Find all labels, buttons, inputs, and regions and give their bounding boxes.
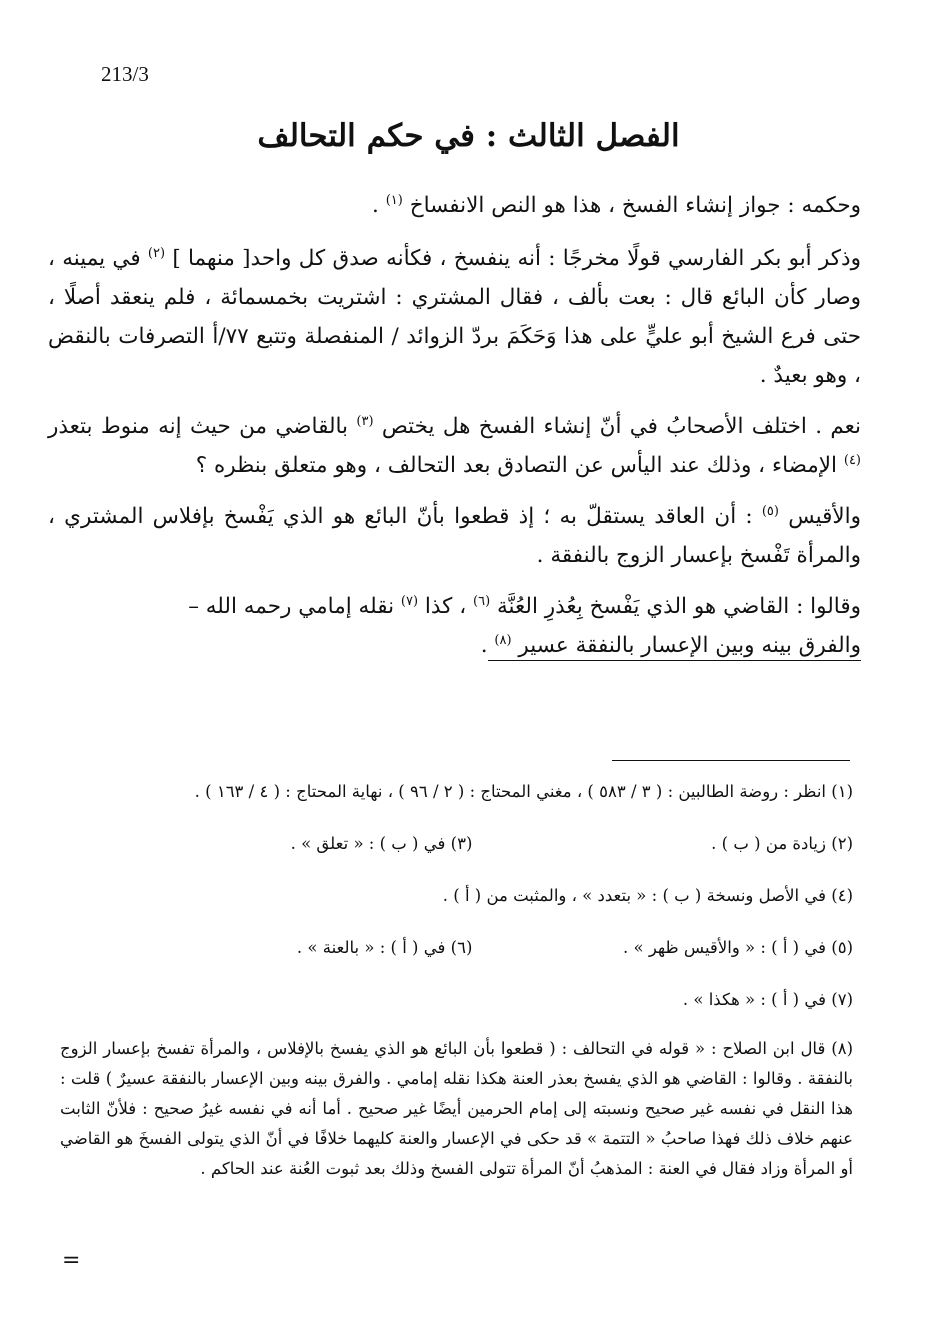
footnote-ref[interactable]: (٨) xyxy=(494,632,512,648)
footnote: (٦) في ( أ ) : « بالعنة » . xyxy=(296,938,473,957)
footnote-row xyxy=(60,832,853,856)
footnote-ref[interactable]: (٤) xyxy=(843,452,861,468)
footnote: (٥) في ( أ ) : « والأقيس ظهر » . xyxy=(623,938,853,957)
footnote-ref[interactable]: (٧) xyxy=(400,593,419,609)
footnote-ref[interactable]: (٢) xyxy=(147,245,166,261)
main-text xyxy=(48,186,861,665)
footnote-row xyxy=(60,936,853,960)
footnote: (١) انظر : روضة الطالبين : ( ٣ / ٥٨٣ ) ، مغني المحتاج : ( ٢ / ٩٦ ) ، نهاية المحتاج : ( ٤ / ١٦٣ ) . xyxy=(194,782,853,801)
continuation-mark: = xyxy=(62,1248,81,1273)
footnotes xyxy=(60,780,853,1184)
underlined-text: والفرق بينه وبين الإعسار بالنفقة عسير $^{(٨)}$ xyxy=(488,633,861,661)
footnote: (٢) زيادة من ( ب ) . xyxy=(711,834,853,853)
paragraph: وقالوا : القاضي هو الذي يَفْسخ بِعُذرِ العُنَّة $^{(٦)}$ ، كذا $^{(٧)}$ نقله إمامي رحمه الله – والفرق بينه وبين الإعسار بالنفقة عسير $^{(٨)}$ . xyxy=(48,587,861,665)
footnote-ref[interactable]: (٥) xyxy=(761,503,779,519)
footnote-ref[interactable]: (٣) xyxy=(356,413,374,429)
paragraph: نعم . اختلف الأصحابُ في أنّ إنشاء الفسخ هل يختص $^{(٣)}$ بالقاضي من حيث إنه منوط بتعذر $^{(٤)}$ الإمضاء ، وذلك عند اليأس عن التصادق بعد التحالف ، وهو متعلق بنظره ؟ xyxy=(48,413,862,478)
chapter-title: الفصل الثالث : في حكم التحالف xyxy=(257,118,680,154)
footnote: (٨) قال ابن الصلاح : « قوله في التحالف : ( قطعوا بأن البائع هو الذي يفسخ بالإفلاس ، والمرأة تفسخ بإعسار الزوج بالنفقة . وقالوا : القاضي هو الذي يفسخ بعذر العنة هكذا نقله إمامي . والفرق بينه وبين الإعسار بالنفقة عسيرٌ ) قلت : هذا النقل في نفسه غير صحيح ونسبته إلى إمام الحرمين أيضًا غير صحيح . أما أنه في نفسه غيرُ صحيح : فلأنّ الثابت عنهم خلاف ذلك فهذا صاحبُ « التتمة » قد حكى في الإعسار والعنة كليهما خلافًا في أنّ الذي يتولى الفسخَ هو القاضي أو المرأة وزاد فقال في العنة : المذهبُ أنّ المرأة تتولى الفسخ وذلك بعد ثبوت العُنة عند الحاكم . xyxy=(60,1039,853,1178)
footnote-separator xyxy=(612,760,850,761)
paragraph: والأقيس $^{(٥)}$ : أن العاقد يستقلّ به ؛ إذ قطعوا بأنّ البائع هو الذي يَفْسخ بإفلاس المشتري ، والمرأة تَفْسخ بإعسار الزوج بالنفقة . xyxy=(48,503,861,568)
paragraph: وذكر أبو بكر الفارسي قولًا مخرجًا : أنه ينفسخ ، فكأنه صدق كل واحد[ منهما ] $^{(٢)}$ في يمينه ، وصار كأن البائع قال : بعت بألف ، فقال المشتري : اشتريت بخمسمائة ، فلم ينعقد أصلًا ، حتى فرع الشيخ أبو عليٍّ على هذا وَحَكَمَ بردّ الزوائد / المنفصلة وتتبع ٧٧/أ التصرفات بالنقض ، وهو بعيدٌ . xyxy=(48,245,861,388)
footnote-ref[interactable]: (١) xyxy=(385,192,403,208)
footnote-ref[interactable]: (٦) xyxy=(473,593,491,609)
footnote: (٣) في ( ب ) : « تعلق » . xyxy=(290,834,473,853)
paragraph: وحكمه : جواز إنشاء الفسخ ، هذا هو النص الانفساخ $^{(١)}$ . xyxy=(372,192,861,218)
footnote: (٧) في ( أ ) : « هكذا » . xyxy=(682,990,853,1009)
footnote: (٤) في الأصل ونسخة ( ب ) : « بتعدد » ، والمثبت من ( أ ) . xyxy=(442,886,853,905)
page-number: 213/3 xyxy=(101,62,149,86)
